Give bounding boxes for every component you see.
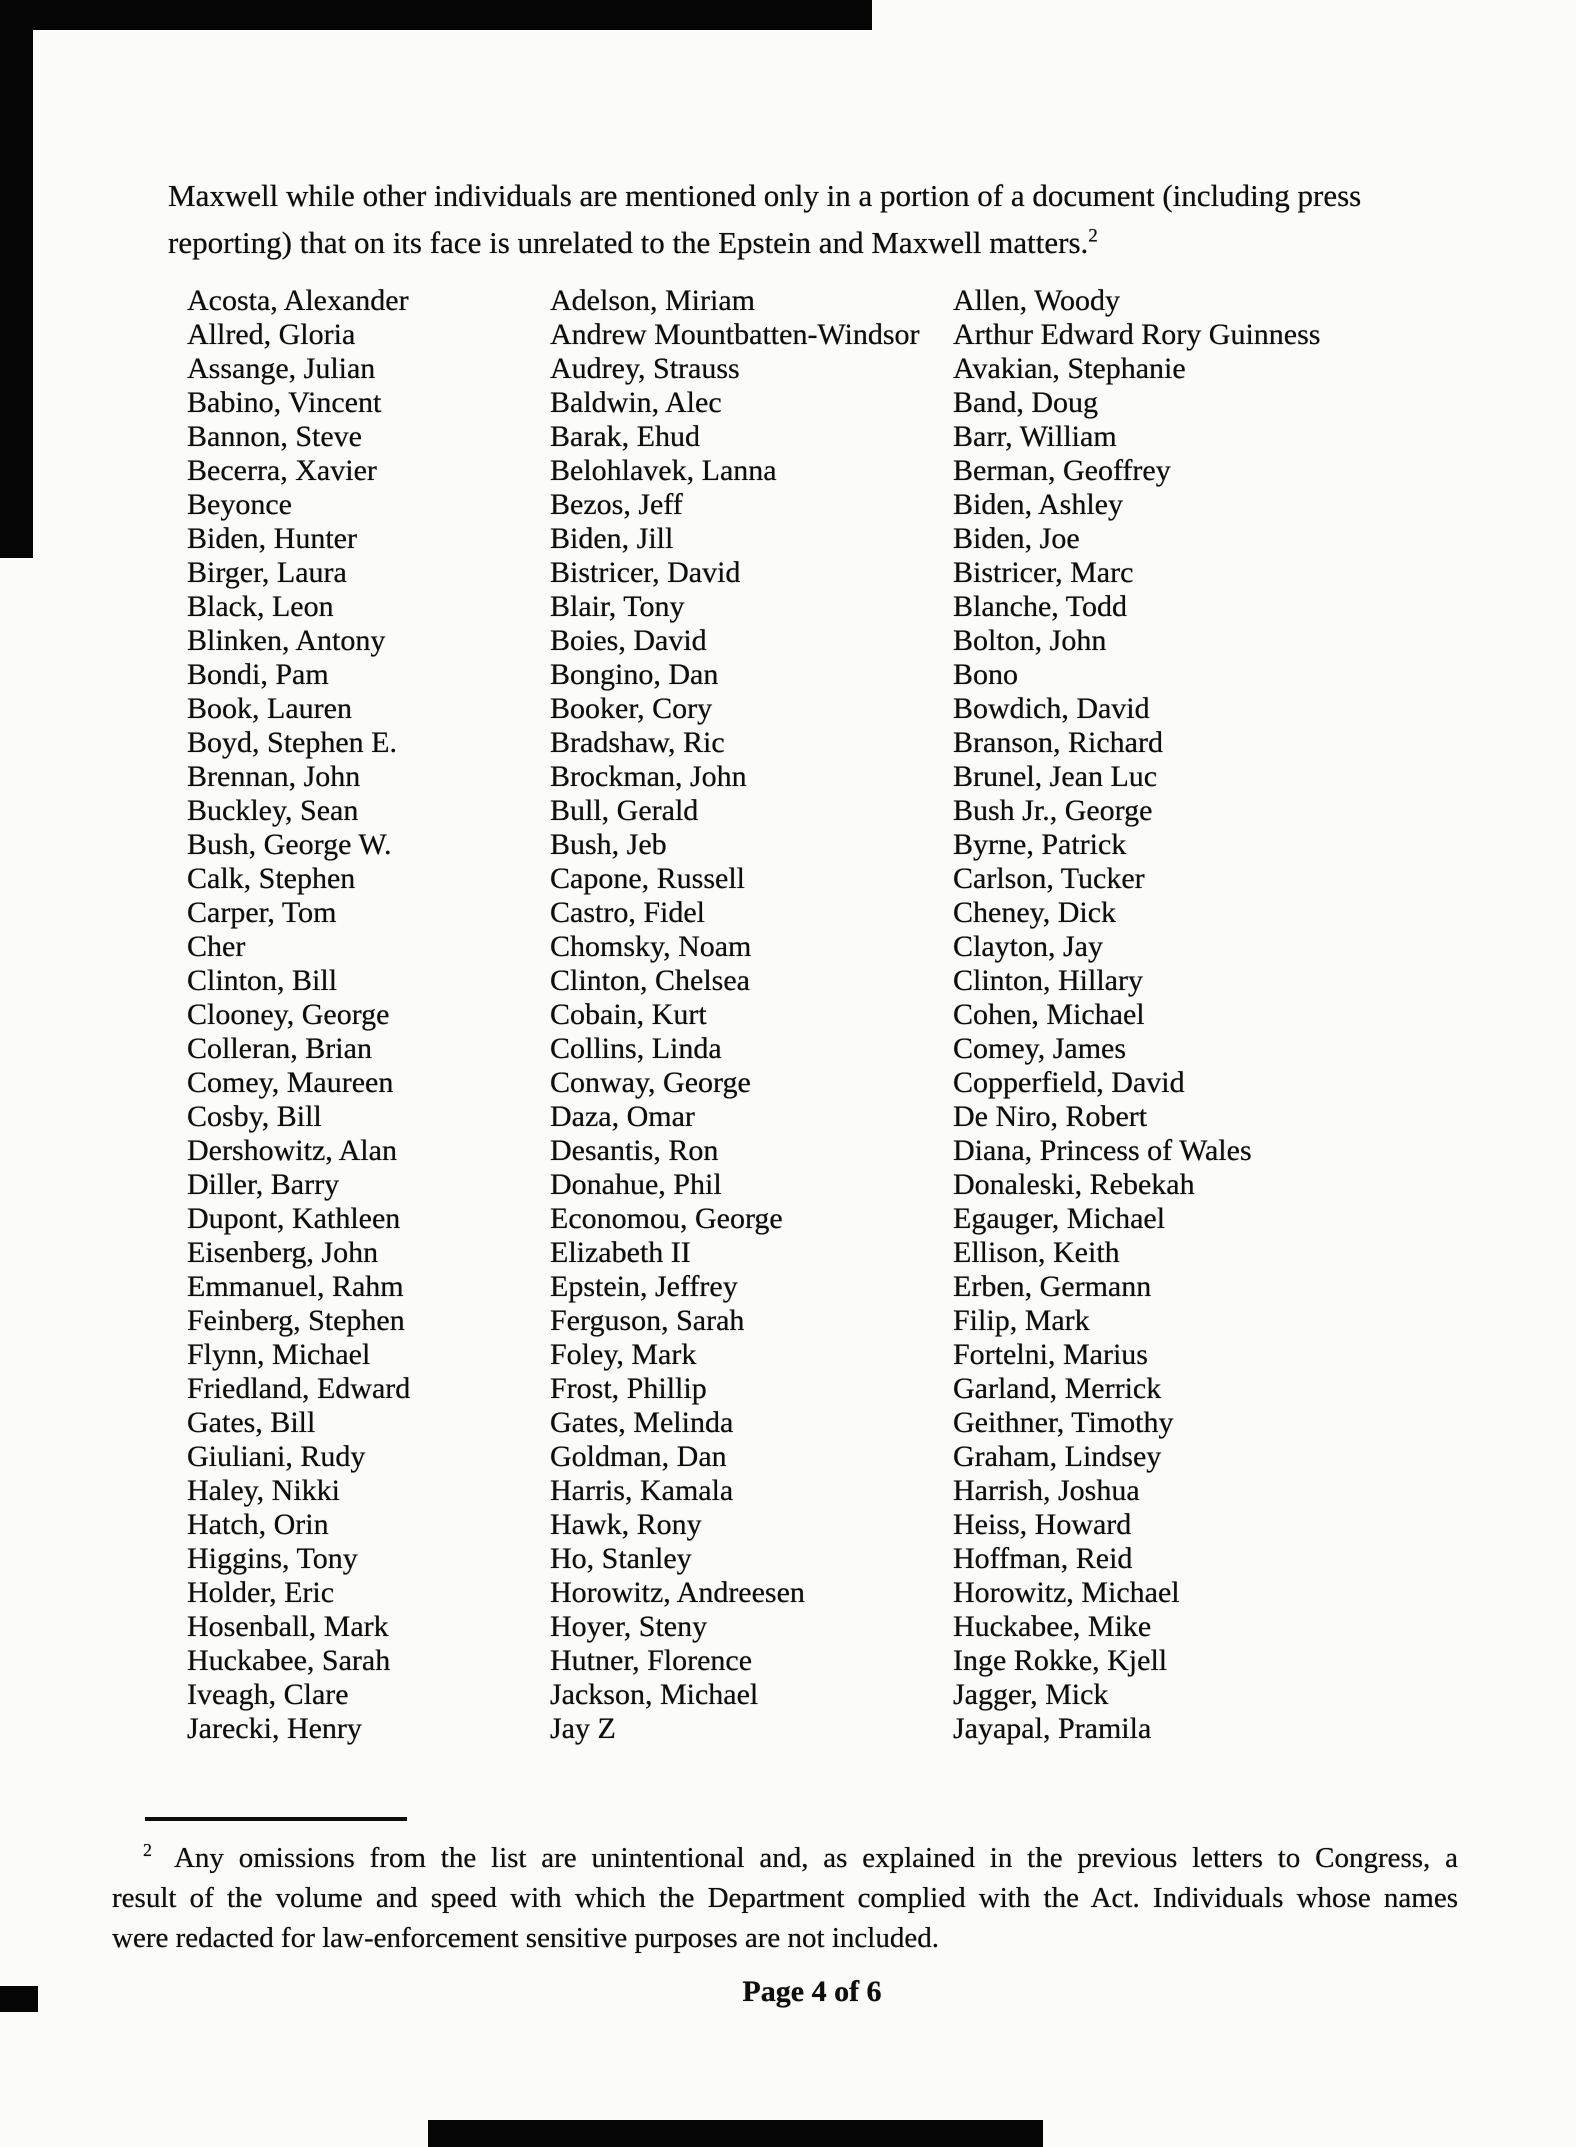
list-item: Dershowitz, Alan xyxy=(187,1134,397,1167)
list-item: Byrne, Patrick xyxy=(953,828,1127,861)
footnote-line-2: result of the volume and speed with which the Department complied with the Act. Individuals whose names xyxy=(112,1882,1458,1914)
list-item: Gates, Bill xyxy=(187,1406,316,1439)
list-item: Carlson, Tucker xyxy=(953,862,1145,895)
list-item: Diana, Princess of Wales xyxy=(953,1134,1252,1167)
list-item: Harris, Kamala xyxy=(550,1474,734,1507)
list-item: Cohen, Michael xyxy=(953,998,1145,1031)
list-item: Bradshaw, Ric xyxy=(550,726,725,759)
list-item: Blinken, Antony xyxy=(187,624,386,657)
footnote-reference-marker: 2 xyxy=(1088,225,1098,247)
list-item: Hutner, Florence xyxy=(550,1644,753,1677)
list-item: Cobain, Kurt xyxy=(550,998,707,1031)
list-item: Allen, Woody xyxy=(953,284,1121,317)
list-item: Book, Lauren xyxy=(187,692,352,725)
list-item: Iveagh, Clare xyxy=(187,1678,349,1711)
list-item: Graham, Lindsey xyxy=(953,1440,1162,1473)
list-item: Dupont, Kathleen xyxy=(187,1202,401,1235)
list-item: Carper, Tom xyxy=(187,896,337,929)
scan-artifact-left-bar xyxy=(0,0,33,558)
list-item: Assange, Julian xyxy=(187,352,376,385)
list-item: Huckabee, Sarah xyxy=(187,1644,391,1677)
intro-line-1: Maxwell while other individuals are mentioned only in a portion of a document (including press xyxy=(168,178,1362,213)
list-item: Biden, Jill xyxy=(550,522,674,555)
list-item: Emmanuel, Rahm xyxy=(187,1270,404,1303)
name-column-1 xyxy=(187,284,410,1746)
list-item: Birger, Laura xyxy=(187,556,347,589)
list-item: Hosenball, Mark xyxy=(187,1610,389,1643)
list-item: Biden, Ashley xyxy=(953,488,1123,521)
list-item: Biden, Joe xyxy=(953,522,1080,555)
list-item: Brockman, John xyxy=(550,760,747,793)
list-item: Garland, Merrick xyxy=(953,1372,1162,1405)
list-item: Brunel, Jean Luc xyxy=(953,760,1158,793)
list-item: Calk, Stephen xyxy=(187,862,356,895)
list-item: Giuliani, Rudy xyxy=(187,1440,366,1473)
list-item: Inge Rokke, Kjell xyxy=(953,1644,1168,1677)
list-item: Bush Jr., George xyxy=(953,794,1153,827)
footnote-marker: 2 xyxy=(143,1840,152,1861)
list-item: Allred, Gloria xyxy=(187,318,356,351)
list-item: Hawk, Rony xyxy=(550,1508,702,1541)
list-item: Cheney, Dick xyxy=(953,896,1117,929)
list-item: Donahue, Phil xyxy=(550,1168,722,1201)
list-item: Jarecki, Henry xyxy=(187,1712,362,1745)
scan-artifact-left-blob xyxy=(0,1986,38,2012)
list-item: Donaleski, Rebekah xyxy=(953,1168,1195,1201)
list-item: Bono xyxy=(953,658,1019,691)
list-item: Castro, Fidel xyxy=(550,896,705,929)
scan-artifact-top-bar xyxy=(0,0,872,30)
name-column-2 xyxy=(550,284,920,1746)
list-item: Ho, Stanley xyxy=(550,1542,692,1575)
list-item: Cosby, Bill xyxy=(187,1100,322,1133)
list-item: Epstein, Jeffrey xyxy=(550,1270,738,1303)
list-item: Diller, Barry xyxy=(187,1168,340,1201)
list-item: Barak, Ehud xyxy=(550,420,700,453)
list-item: De Niro, Robert xyxy=(953,1100,1148,1133)
list-item: Jayapal, Pramila xyxy=(953,1712,1152,1745)
list-item: Black, Leon xyxy=(187,590,334,623)
list-item: Eisenberg, John xyxy=(187,1236,379,1269)
intro-line-2: reporting) that on its face is unrelated to the Epstein and Maxwell matters.$^2$ xyxy=(168,225,1098,260)
list-item: Band, Doug xyxy=(953,386,1098,419)
list-item: Clooney, George xyxy=(187,998,390,1031)
list-item: Conway, George xyxy=(550,1066,751,1099)
list-item: Comey, Maureen xyxy=(187,1066,394,1099)
footnote-line-3: were redacted for law-enforcement sensitive purposes are not included. xyxy=(112,1922,939,1954)
list-item: Avakian, Stephanie xyxy=(953,352,1186,385)
list-item: Collins, Linda xyxy=(550,1032,722,1065)
list-item: Buckley, Sean xyxy=(187,794,359,827)
list-item: Hoyer, Steny xyxy=(550,1610,708,1643)
list-item: Jagger, Mick xyxy=(953,1678,1109,1711)
list-item: Higgins, Tony xyxy=(187,1542,358,1575)
list-item: Horowitz, Andreesen xyxy=(550,1576,805,1609)
list-item: Booker, Cory xyxy=(550,692,713,725)
list-item: Egauger, Michael xyxy=(953,1202,1166,1235)
list-item: Bush, George W. xyxy=(187,828,392,861)
list-item: Economou, George xyxy=(550,1202,783,1235)
list-item: Gates, Melinda xyxy=(550,1406,734,1439)
list-item: Bistricer, David xyxy=(550,556,741,589)
scan-artifact-bottom-bar xyxy=(428,2120,1043,2147)
list-item: Clinton, Chelsea xyxy=(550,964,750,997)
list-item: Desantis, Ron xyxy=(550,1134,719,1167)
list-item: Blair, Tony xyxy=(550,590,685,623)
list-item: Geithner, Timothy xyxy=(953,1406,1174,1439)
list-item: Chomsky, Noam xyxy=(550,930,752,963)
list-item: Brennan, John xyxy=(187,760,361,793)
list-item: Comey, James xyxy=(953,1032,1127,1065)
list-item: Beyonce xyxy=(187,488,292,521)
list-item: Acosta, Alexander xyxy=(187,284,409,317)
list-item: Copperfield, David xyxy=(953,1066,1185,1099)
list-item: Babino, Vincent xyxy=(187,386,382,419)
list-item: Becerra, Xavier xyxy=(187,454,377,487)
list-item: Bannon, Steve xyxy=(187,420,362,453)
list-item: Ferguson, Sarah xyxy=(550,1304,745,1337)
list-item: Frost, Phillip xyxy=(550,1372,707,1405)
list-item: Goldman, Dan xyxy=(550,1440,727,1473)
list-item: Bongino, Dan xyxy=(550,658,719,691)
list-item: Huckabee, Mike xyxy=(953,1610,1152,1643)
list-item: Bezos, Jeff xyxy=(550,488,683,521)
list-item: Clinton, Bill xyxy=(187,964,338,997)
footnote-separator-rule xyxy=(145,1817,407,1821)
list-item: Bondi, Pam xyxy=(187,658,329,691)
list-item: Biden, Hunter xyxy=(187,522,357,555)
list-item: Boyd, Stephen E. xyxy=(187,726,397,759)
list-item: Filip, Mark xyxy=(953,1304,1090,1337)
list-item: Horowitz, Michael xyxy=(953,1576,1180,1609)
list-item: Harrish, Joshua xyxy=(953,1474,1140,1507)
list-item: Clayton, Jay xyxy=(953,930,1103,963)
list-item: Holder, Eric xyxy=(187,1576,335,1609)
list-item: Branson, Richard xyxy=(953,726,1163,759)
list-item: Elizabeth II xyxy=(550,1236,691,1269)
list-item: Haley, Nikki xyxy=(187,1474,341,1507)
list-item: Capone, Russell xyxy=(550,862,745,895)
list-item: Andrew Mountbatten-Windsor xyxy=(550,318,920,351)
list-item: Belohlavek, Lanna xyxy=(550,454,777,487)
list-item: Flynn, Michael xyxy=(187,1338,371,1371)
list-item: Barr, William xyxy=(953,420,1117,453)
list-item: Hoffman, Reid xyxy=(953,1542,1133,1575)
list-item: Bowdich, David xyxy=(953,692,1150,725)
page-number-label: Page 4 of 6 xyxy=(742,1975,882,2008)
list-item: Foley, Mark xyxy=(550,1338,697,1371)
list-item: Friedland, Edward xyxy=(187,1372,411,1405)
list-item: Cher xyxy=(187,930,246,963)
list-item: Hatch, Orin xyxy=(187,1508,329,1541)
list-item: Colleran, Brian xyxy=(187,1032,372,1065)
list-item: Bistricer, Marc xyxy=(953,556,1134,589)
footnote-line-1: $^2$ Any omissions from the list are unintentional and, as explained in the previous letters to Congress, a xyxy=(143,1840,1458,1874)
list-item: Jay Z xyxy=(550,1712,616,1745)
list-item: Erben, Germann xyxy=(953,1270,1152,1303)
list-item: Arthur Edward Rory Guinness xyxy=(953,318,1321,351)
list-item: Daza, Omar xyxy=(550,1100,695,1133)
list-item: Bull, Gerald xyxy=(550,794,699,827)
intro-paragraph xyxy=(168,172,1498,266)
list-item: Feinberg, Stephen xyxy=(187,1304,405,1337)
list-item: Audrey, Strauss xyxy=(550,352,740,385)
list-item: Baldwin, Alec xyxy=(550,386,722,419)
list-item: Clinton, Hillary xyxy=(953,964,1143,997)
list-item: Bush, Jeb xyxy=(550,828,667,861)
list-item: Heiss, Howard xyxy=(953,1508,1132,1541)
list-item: Ellison, Keith xyxy=(953,1236,1120,1269)
list-item: Jackson, Michael xyxy=(550,1678,759,1711)
list-item: Fortelni, Marius xyxy=(953,1338,1148,1371)
list-item: Berman, Geoffrey xyxy=(953,454,1171,487)
list-item: Boies, David xyxy=(550,624,707,657)
list-item: Bolton, John xyxy=(953,624,1107,657)
list-item: Adelson, Miriam xyxy=(550,284,755,317)
list-item: Blanche, Todd xyxy=(953,590,1127,623)
name-column-3 xyxy=(953,284,1320,1746)
